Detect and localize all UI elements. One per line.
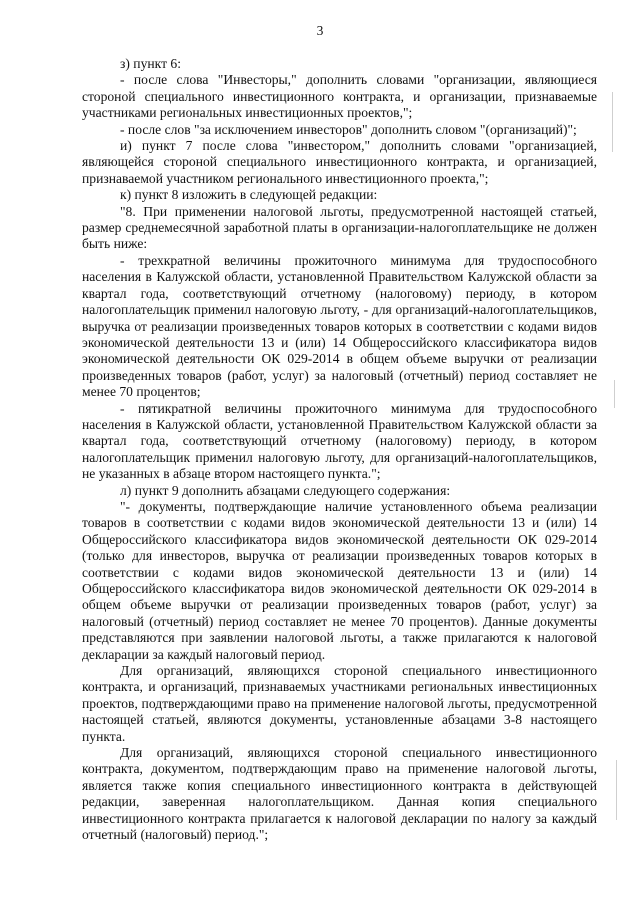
document-body (82, 56, 597, 844)
paragraph-point-8: "8. При применении налоговой льготы, предусмотренной настоящей статьей, размер среднемесячной заработной платы в организации-налогоплательщике не должен быть ниже: (82, 203, 597, 252)
scan-margin-mark (612, 92, 613, 152)
paragraph-item-l: л) пункт 9 дополнить абзацами следующего содержания: (120, 482, 451, 498)
paragraph-point-8-dash-2: - пятикратной величины прожиточного минимума для трудоспособного населения в Калужской области, установленной Правительством Калужской области за квартал года, соответствующий отчетному (налоговому) периоду, в котором налогоплательщик применил налоговую льготу, для организаций-налогоплательщиков, не указанных в абзаце втором настоящего пункта."; (82, 400, 597, 482)
paragraph-item-z: з) пункт 6: (120, 56, 181, 71)
paragraph-item-z-2: - после слов "за исключением инвесторов" дополнить словом "(организаций)"; (120, 121, 577, 137)
paragraph-item-k: к) пункт 8 изложить в следующей редакции: (120, 187, 378, 203)
paragraph-point-9-contract: Для организаций, являющихся стороной специального инвестиционного контракта, документом, подтверждающим право на применение налоговой льготы, является также копия специального инвестиционного контракта в действующей редакции, заверенная налогоплательщиком. Данная копия специального инвестиционного контракта прилагается к налоговой декларации по налогу за каждый отчетный (налоговый) период."; (82, 745, 597, 843)
page-number: 3 (316, 23, 324, 38)
scan-margin-mark (616, 760, 617, 820)
scan-margin-mark (614, 380, 615, 408)
paragraph-item-z-1: - после слова "Инвесторы," дополнить словами "организации, являющиеся стороной специального инвестиционного контракта, и организации, признаваемые участниками региональных инвестиционных проектов,"; (82, 72, 597, 121)
paragraph-item-i: и) пункт 7 после слова "инвестором," дополнить словами "организацией, являющейся стороной специального инвестиционного контракта, и организацией, признаваемой участником регионального инвестиционного проекта,"; (82, 138, 597, 186)
paragraph-point-9-organizations: Для организаций, являющихся стороной специального инвестиционного контракта, и организаций, признаваемых участниками региональных инвестиционных проектов, подтверждающими право на применение налоговой льготы, предусмотренной настоящей статьей, являются документы, установленные абзацами 3-8 настоящего пункта. (82, 663, 597, 744)
paragraph-point-8-dash-1: - трехкратной величины прожиточного минимума для трудоспособного населения в Калужской области, установленной Правительством Калужской области за квартал года, соответствующий отчетному (налоговому) периоду, в котором налогоплательщик применил налоговую льготу, - для организаций-налогоплательщиков, выручка от реализации произведенных товаров которых в соответствии с кодами видов экономической деятельности 13 и (или) 14 Общероссийского классификатора видов экономической деятельности ОК 029-2014 в общем объеме выручки от реализации произведенных товаров (работ, услуг) за налоговый (отчетный) период составляет не менее 70 процентов; (82, 252, 597, 400)
paragraph-point-9-documents: "- документы, подтверждающие наличие установленного объема реализации товаров в соответствии с кодами видов экономической деятельности 13 и (или) 14 Общероссийского классификатора видов экономической деятельности ОК 029-2014 (только для инвесторов, выручка от реализации произведенных товаров которых в соответствии с кодами видов экономической деятельности 13 и (или) 14 Общероссийского классификатора видов экономической деятельности ОК 029-2014 в общем объеме выручки от реализации произведенных товаров (работ, услуг) за налоговый (отчетный) период составляет не менее 70 процентов). Данные документы представляются при заявлении налоговой льготы, а также прилагаются к налоговой декларации за каждый налоговый период. (82, 498, 597, 662)
